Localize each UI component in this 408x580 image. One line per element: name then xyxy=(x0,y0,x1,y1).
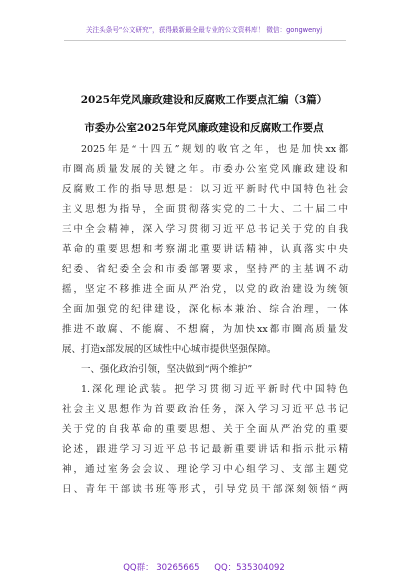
header-divider xyxy=(64,40,346,41)
paragraph-line: 社会主义思想作为首要政治任务，深入学习习近平总书记 xyxy=(62,404,348,415)
paragraph-line: 纪委、省纪委全会和市委部署要求，坚持严的主基调不动 xyxy=(62,264,348,275)
footer-qq-group: QQ群： 30265665 xyxy=(123,563,200,573)
paragraph-line: 全面加强党的纪律建设，深化标本兼治、综合治理，一体 xyxy=(62,304,348,315)
document-body xyxy=(62,140,348,500)
paragraph-line: 1.深化理论武装。把学习贯彻习近平新时代中国特色 xyxy=(81,384,348,395)
paragraph-line: 三中全会精神，深入学习贯彻习近平总书记关于党的自我 xyxy=(62,224,348,235)
paragraph-line: 市圈高质量发展的关键之年。市委办公室党风廉政建设和 xyxy=(62,164,348,175)
paragraph-line: 2025年是“十四五”规划的收官之年，也是加快xx都 xyxy=(81,144,348,155)
paragraph-line: 革命的重要思想和考察湖北重要讲话精神，认真落实中央 xyxy=(62,244,348,255)
paragraph-line: 神，通过室务会会议、理论学习中心组学习、支部主题党 xyxy=(62,464,348,475)
footer-qq: QQ：535304092 xyxy=(214,563,285,573)
paragraph-line: 展、打造x部发展的区域性中心城市提供坚强保障。 xyxy=(62,344,277,355)
header-banner: 关注头条号“公文研究”，获得最新最全最专业的公文资料库！ 微信：gongwenyj xyxy=(85,26,323,34)
paragraph-line: 日、青年干部读书班等形式，引导党员干部深刻领悟“两 xyxy=(62,484,348,495)
paragraph-line: 关于党的自我革命的重要思想、关于全面从严治党的重要 xyxy=(62,424,348,435)
footer-contact xyxy=(0,561,408,573)
paragraph-line: 摇，坚定不移推进全面从严治党，以党的政治建设为统领 xyxy=(62,284,348,295)
heading-line: 一、强化政治引领，坚决做到“两个维护” xyxy=(81,364,253,375)
paragraph-line: 论述，跟进学习习近平总书记最新重要讲话和指示批示精 xyxy=(62,444,348,455)
paragraph-line: 主义思想为指导，全面贯彻落实党的二十大、二十届二中 xyxy=(62,204,348,215)
section-title: 市委办公室2025年党风廉政建设和反腐败工作要点 xyxy=(84,122,324,134)
paragraph-line: 反腐败工作的指导思想是：以习近平新时代中国特色社会 xyxy=(62,184,348,195)
document-title: 2025年党风廉政建设和反腐败工作要点汇编（3篇） xyxy=(80,94,328,106)
paragraph-line: 推进不敢腐、不能腐、不想腐，为加快xx都市圈高质量发 xyxy=(62,324,348,335)
